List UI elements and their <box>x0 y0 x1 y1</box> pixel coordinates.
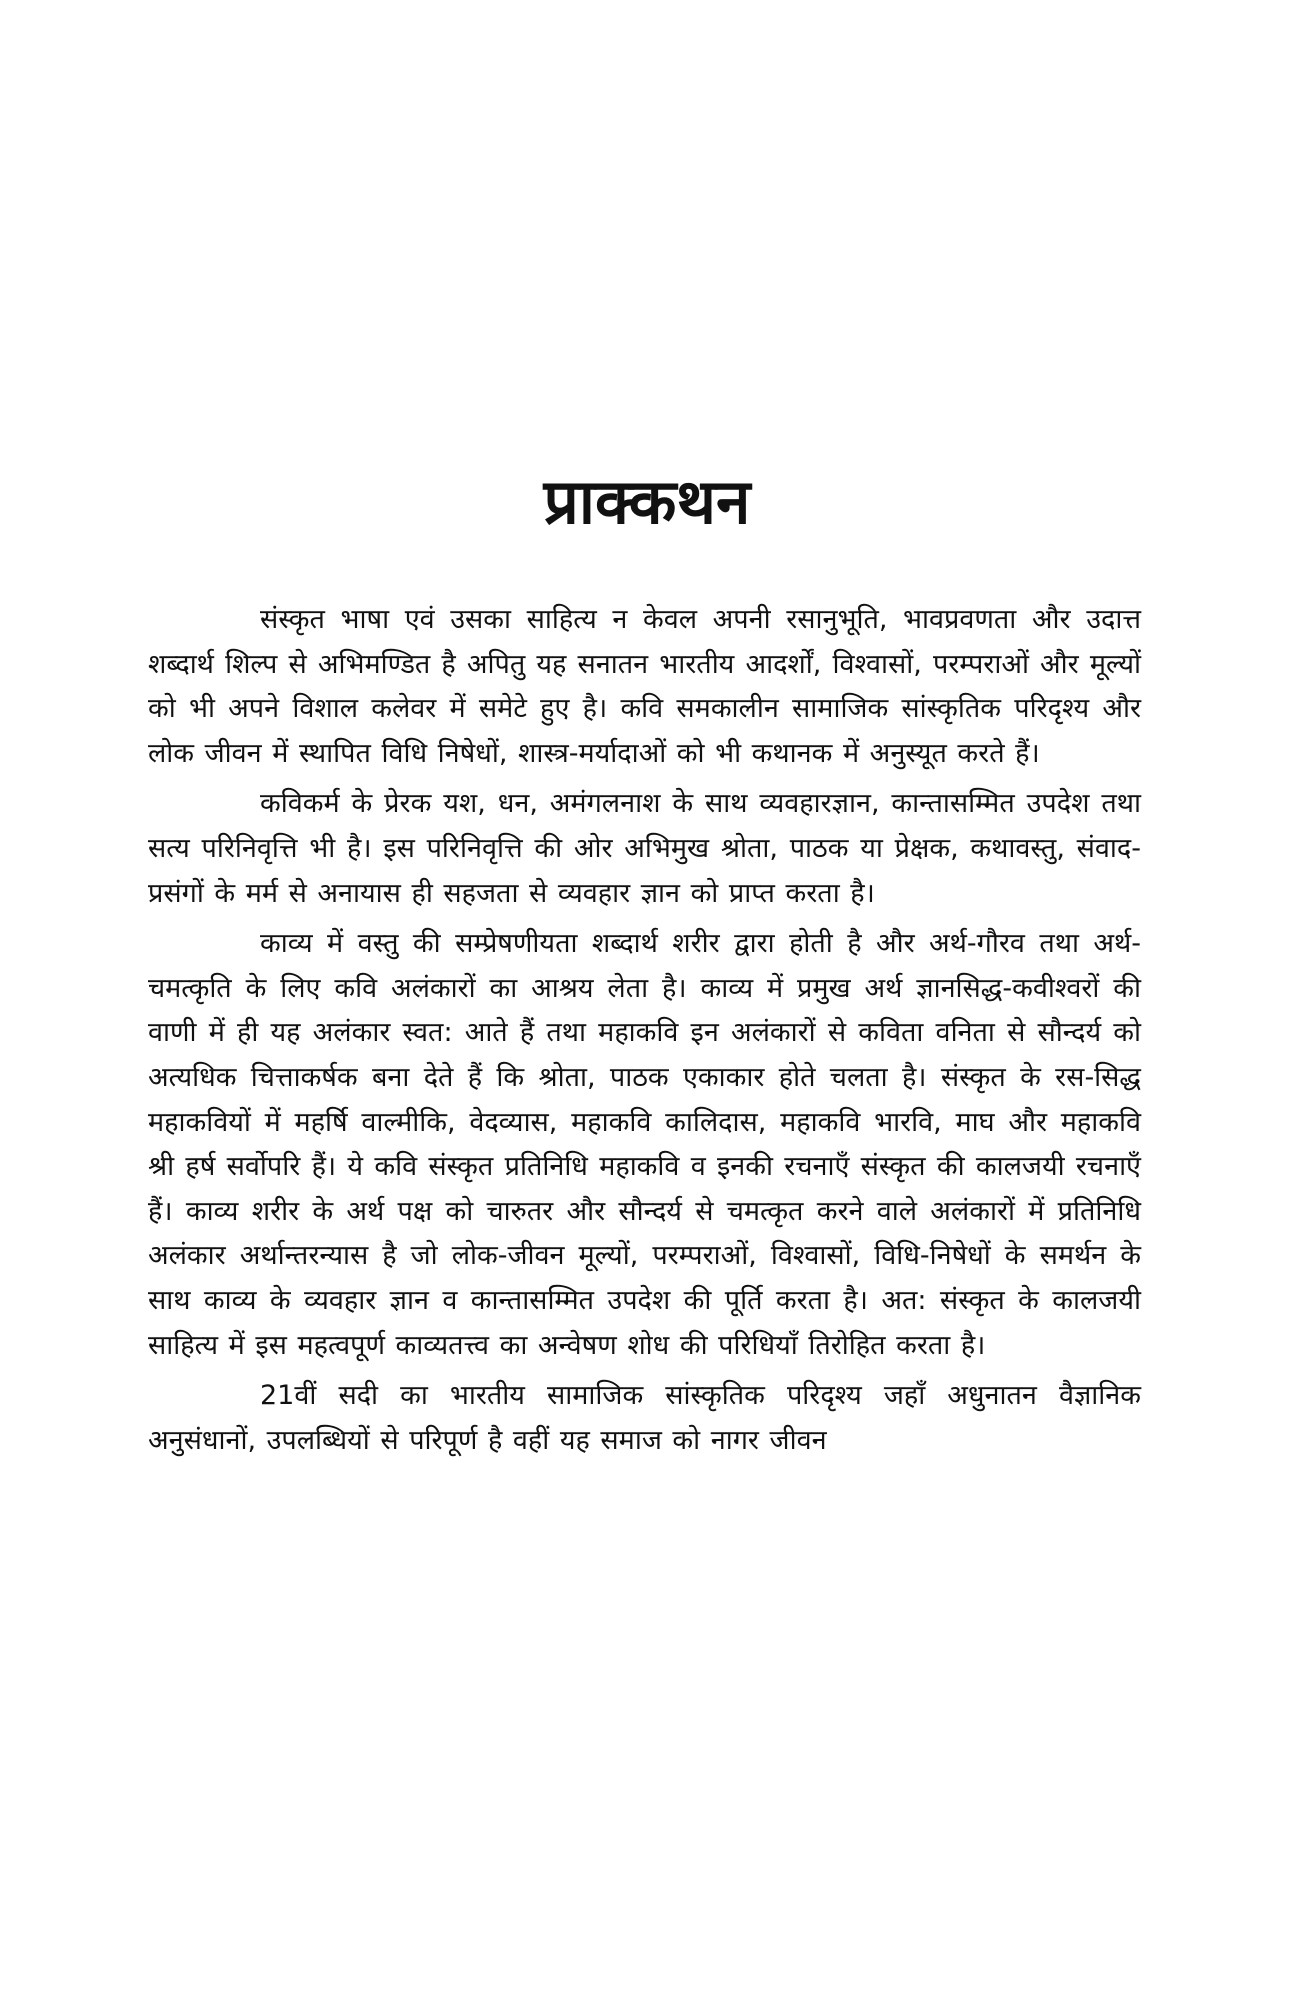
paragraph-4: 21वीं सदी का भारतीय सामाजिक सांस्कृतिक परिदृश्य जहाँ अधुनातन वैज्ञानिक अनुसंधानों, उपलब्धियों से परिपूर्ण है वहीं यह समाज को नागर जीवन <box>148 1380 1141 1456</box>
paragraph-2: कविकर्म के प्रेरक यश, धन, अमंगलनाश के साथ व्यवहारज्ञान, कान्तासम्मित उपदेश तथा सत्य परिनिवृत्ति भी है। इस परिनिवृत्ति की ओर अभिमुख श्रोता, पाठक या प्रेक्षक, कथावस्तु, संवाद-प्रसंगों के मर्म से अनायास ही सहजता से व्यवहार ज्ञान को प्राप्त करता है। <box>148 788 1141 909</box>
paragraph-3: काव्य में वस्तु की सम्प्रेषणीयता शब्दार्थ शरीर द्वारा होती है और अर्थ-गौरव तथा अर्थ-चमत्कृति के लिए कवि अलंकारों का आश्रय लेता है। काव्य में प्रमुख अर्थ ज्ञानसिद्ध-कवीश्वरों की वाणी में ही यह अलंकार स्वत: आते हैं तथा महाकवि इन अलंकारों से कविता वनिता से सौन्दर्य को अत्यधिक चित्ताकर्षक बना देते हैं कि श्रोता, पाठक एकाकार होते चलता है। संस्कृत के रस-सिद्ध महाकवियों में महर्षि वाल्मीकि, वेदव्यास, महाकवि कालिदास, महाकवि भारवि, माघ और महाकवि श्री हर्ष सर्वोपरि हैं। ये कवि संस्कृत प्रतिनिधि महाकवि व इनकी रचनाएँ संस्कृत की कालजयी रचनाएँ हैं। काव्य शरीर के अर्थ पक्ष को चारुतर और सौन्दर्य से चमत्कृत करने वाले अलंकारों में प्रतिनिधि अलंकार अर्थान्तरन्यास है जो लोक-जीवन मूल्यों, परम्पराओं, विश्वासों, विधि-निषेधों के समर्थन के साथ काव्य के व्यवहार ज्ञान व कान्तासम्मित उपदेश की पूर्ति करता है। अत: संस्कृत के कालजयी साहित्य में इस महत्वपूर्ण काव्यतत्त्व का अन्वेषण शोध की परिधियाँ तिरोहित करता है। <box>148 928 1141 1361</box>
page-title: प्राक्कथन <box>543 465 751 538</box>
paragraph-1: संस्कृत भाषा एवं उसका साहित्य न केवल अपनी रसानुभूति, भावप्रवणता और उदात्त शब्दार्थ शिल्प से अभिमण्डित है अपितु यह सनातन भारतीय आदर्शों, विश्वासों, परम्पराओं और मूल्यों को भी अपने विशाल कलेवर में समेटे हुए है। कवि समकालीन सामाजिक सांस्कृतिक परिदृश्य और लोक जीवन में स्थापित विधि निषेधों, शास्त्र-मर्यादाओं को भी कथानक में अनुस्यूत करते हैं। <box>148 604 1141 769</box>
body-text <box>148 598 1141 1469</box>
